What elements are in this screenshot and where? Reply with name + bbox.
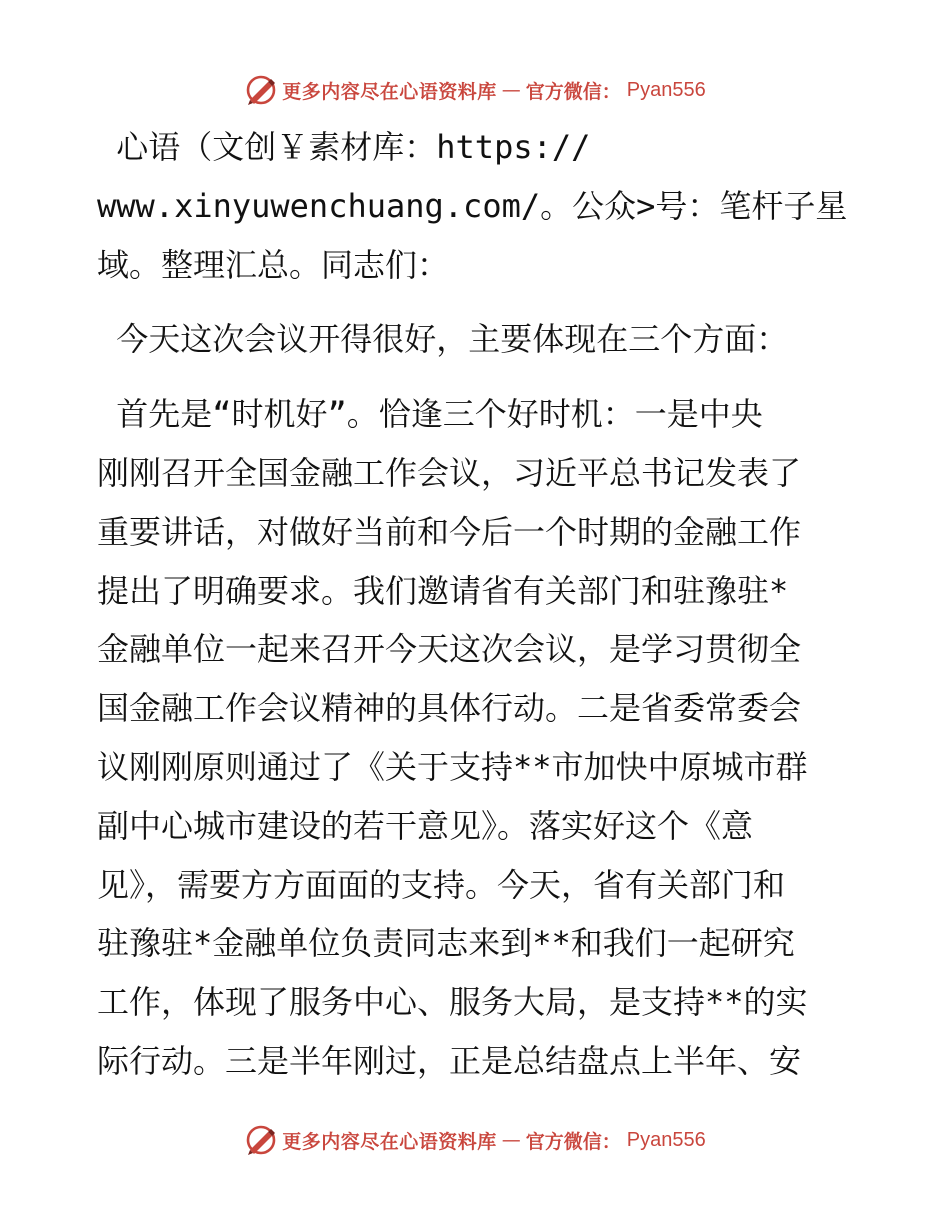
text-line: 首先是“时机好”。恰逢三个好时机：一是中央 <box>97 395 763 434</box>
pen-logo-icon <box>244 73 278 107</box>
footer-banner-dash: — <box>501 1129 521 1151</box>
header-banner-inner <box>244 73 706 107</box>
paragraph <box>97 385 857 1091</box>
pen-logo-icon <box>244 1123 278 1157</box>
paragraph <box>97 118 857 294</box>
document-body <box>97 118 857 1091</box>
header-banner-wechat-label: 官方微信： <box>525 80 621 103</box>
header-banner-dash: — <box>501 79 521 101</box>
text-line: 心语（文创￥素材库：https:// <box>97 128 591 166</box>
text-line: 副中心城市建设的若干意见》。落实好这个《意 <box>97 806 754 845</box>
text-line: www.xinyuwenchuang.com/。公众>号：笔杆子星 <box>97 186 848 225</box>
text-line: 刚刚召开全国金融工作会议，习近平总书记发表了 <box>97 453 802 492</box>
header-banner-wechat-id: Pyan556 <box>626 78 706 101</box>
footer-banner-text: 更多内容尽在心语资料库 <box>282 1130 497 1153</box>
text-line: 驻豫驻*金融单位负责同志来到**和我们一起研究 <box>97 924 795 963</box>
footer-banner <box>0 1120 950 1160</box>
text-line: 工作，体现了服务中心、服务大局，是支持**的实 <box>97 983 808 1022</box>
text-line: 议刚刚原则通过了《关于支持**市加快中原城市群 <box>97 747 808 786</box>
text-line: 金融单位一起来召开今天这次会议，是学习贯彻全 <box>97 630 802 669</box>
footer-banner-wechat-label: 官方微信： <box>525 1130 621 1153</box>
paragraph <box>97 310 857 369</box>
header-banner-text: 更多内容尽在心语资料库 <box>282 80 497 103</box>
text-line: 国金融工作会议精神的具体行动。二是省委常委会 <box>97 689 802 728</box>
text-line: 见》，需要方方面面的支持。今天，省有关部门和 <box>97 865 786 904</box>
footer-banner-inner <box>244 1123 706 1157</box>
text-line: 今天这次会议开得很好，主要体现在三个方面： <box>97 320 789 359</box>
text-line: 提出了明确要求。我们邀请省有关部门和驻豫驻* <box>97 571 789 610</box>
header-banner <box>0 70 950 110</box>
text-line: 重要讲话，对做好当前和今后一个时期的金融工作 <box>97 512 802 551</box>
footer-banner-wechat-id: Pyan556 <box>626 1128 706 1151</box>
text-line: 域。整理汇总。同志们： <box>97 245 450 284</box>
text-line: 际行动。三是半年刚过，正是总结盘点上半年、安 <box>97 1041 802 1080</box>
